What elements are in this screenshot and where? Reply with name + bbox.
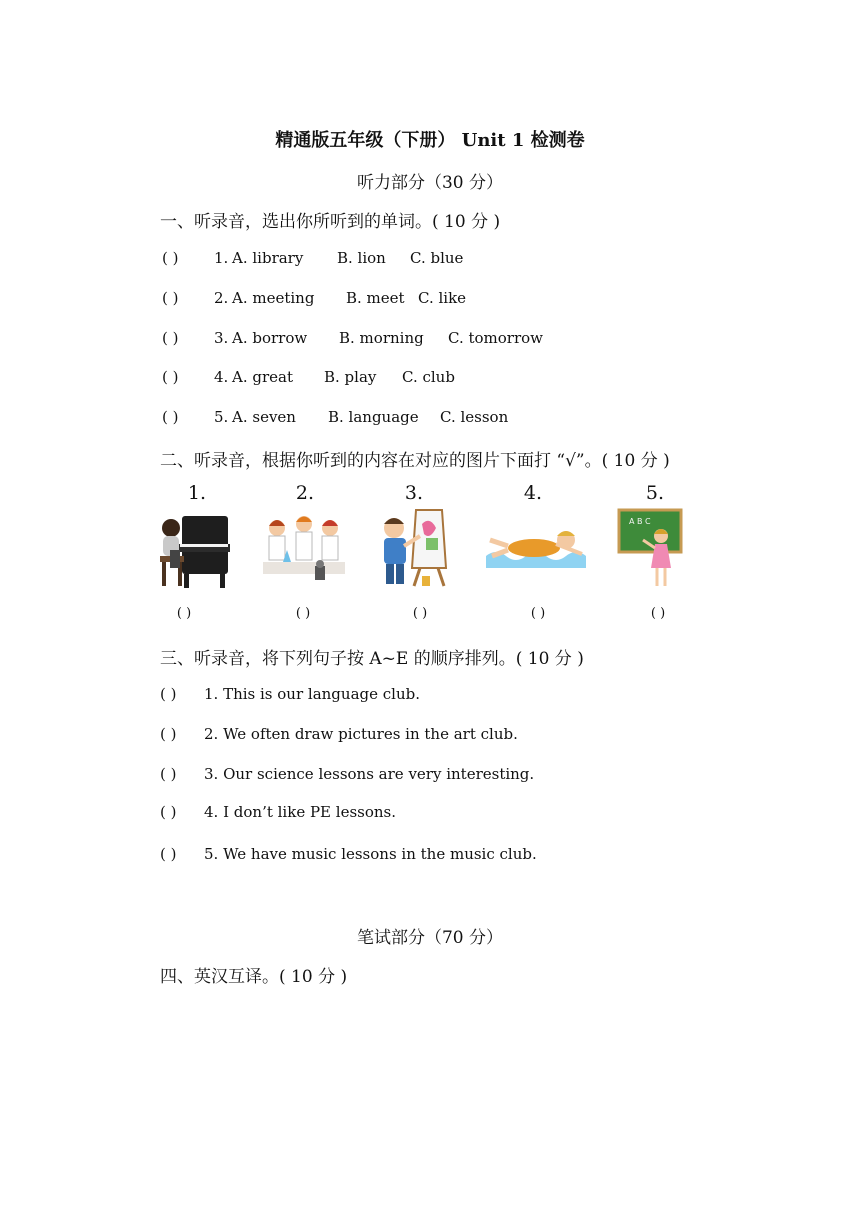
part1-heading: 一、听录音，选出你所听到的单词。( 10 分 ) xyxy=(160,212,501,232)
sentence-text: 1. This is our language club. xyxy=(204,685,420,703)
part2-heading: 二、听录音，根据你听到的内容在对应的图片下面打 “√”。( 10 分 ) xyxy=(160,451,670,471)
option-a: A. library xyxy=(232,249,304,267)
answer-bracket[interactable]: ( ) xyxy=(162,408,179,426)
option-a: A. great xyxy=(232,368,293,386)
picture-answer-bracket-3[interactable]: ( ) xyxy=(412,606,428,621)
science-club-picture xyxy=(259,506,349,592)
option-c: C. blue xyxy=(410,249,464,267)
option-a: A. borrow xyxy=(232,329,308,347)
option-c: C. tomorrow xyxy=(448,329,544,347)
option-c: C. club xyxy=(402,368,455,386)
picture-number-4: 4. xyxy=(523,482,543,504)
answer-bracket[interactable]: ( ) xyxy=(162,329,179,347)
sentence-text: 3. Our science lessons are very interesting. xyxy=(204,765,535,783)
option-b: B. lion xyxy=(337,249,386,267)
part3-heading: 三、听录音，将下列句子按 A~E 的顺序排列。( 10 分 ) xyxy=(160,649,584,669)
option-b: B. language xyxy=(328,408,419,426)
option-c: C. lesson xyxy=(440,408,509,426)
swimming-girl-picture xyxy=(486,506,576,592)
answer-bracket[interactable]: ( ) xyxy=(160,803,177,821)
item-number: 2. xyxy=(214,289,229,307)
sentence-text: 2. We often draw pictures in the art club. xyxy=(204,725,518,743)
picture-answer-bracket-1[interactable]: ( ) xyxy=(176,606,192,621)
answer-bracket[interactable]: ( ) xyxy=(160,685,177,703)
picture-answer-bracket-4[interactable]: ( ) xyxy=(530,606,546,621)
option-c: C. like xyxy=(418,289,467,307)
option-b: B. play xyxy=(324,368,377,386)
answer-bracket[interactable]: ( ) xyxy=(160,845,177,863)
picture-number-3: 3. xyxy=(404,482,424,504)
painting-boy-picture xyxy=(376,506,466,592)
option-b: B. meet xyxy=(346,289,405,307)
answer-bracket[interactable]: ( ) xyxy=(162,289,179,307)
item-number: 5. xyxy=(214,408,229,426)
writing-section-header: 笔试部分（70 分） xyxy=(356,928,504,948)
answer-bracket[interactable]: ( ) xyxy=(160,725,177,743)
option-a: A. seven xyxy=(232,408,296,426)
picture-number-1: 1. xyxy=(187,482,207,504)
answer-bracket[interactable]: ( ) xyxy=(160,765,177,783)
teacher-blackboard-picture xyxy=(617,506,707,592)
listening-section-header: 听力部分（30 分） xyxy=(356,173,504,193)
item-number: 1. xyxy=(214,249,229,267)
picture-answer-bracket-5[interactable]: ( ) xyxy=(650,606,666,621)
picture-number-5: 5. xyxy=(645,482,665,504)
option-b: B. morning xyxy=(339,329,424,347)
answer-bracket[interactable]: ( ) xyxy=(162,368,179,386)
part4-heading: 四、英汉互译。( 10 分 ) xyxy=(160,967,348,987)
piano-girl-picture xyxy=(156,506,246,592)
picture-answer-bracket-2[interactable]: ( ) xyxy=(295,606,311,621)
item-number: 3. xyxy=(214,329,229,347)
blackboard-text: A B C xyxy=(629,517,651,526)
sentence-text: 5. We have music lessons in the music club. xyxy=(204,845,537,863)
sentence-text: 4. I don’t like PE lessons. xyxy=(204,803,396,821)
option-a: A. meeting xyxy=(232,289,315,307)
answer-bracket[interactable]: ( ) xyxy=(162,249,179,267)
picture-number-2: 2. xyxy=(295,482,315,504)
item-number: 4. xyxy=(214,368,229,386)
page-title: 精通版五年级（下册） Unit 1 检测卷 xyxy=(275,130,585,151)
